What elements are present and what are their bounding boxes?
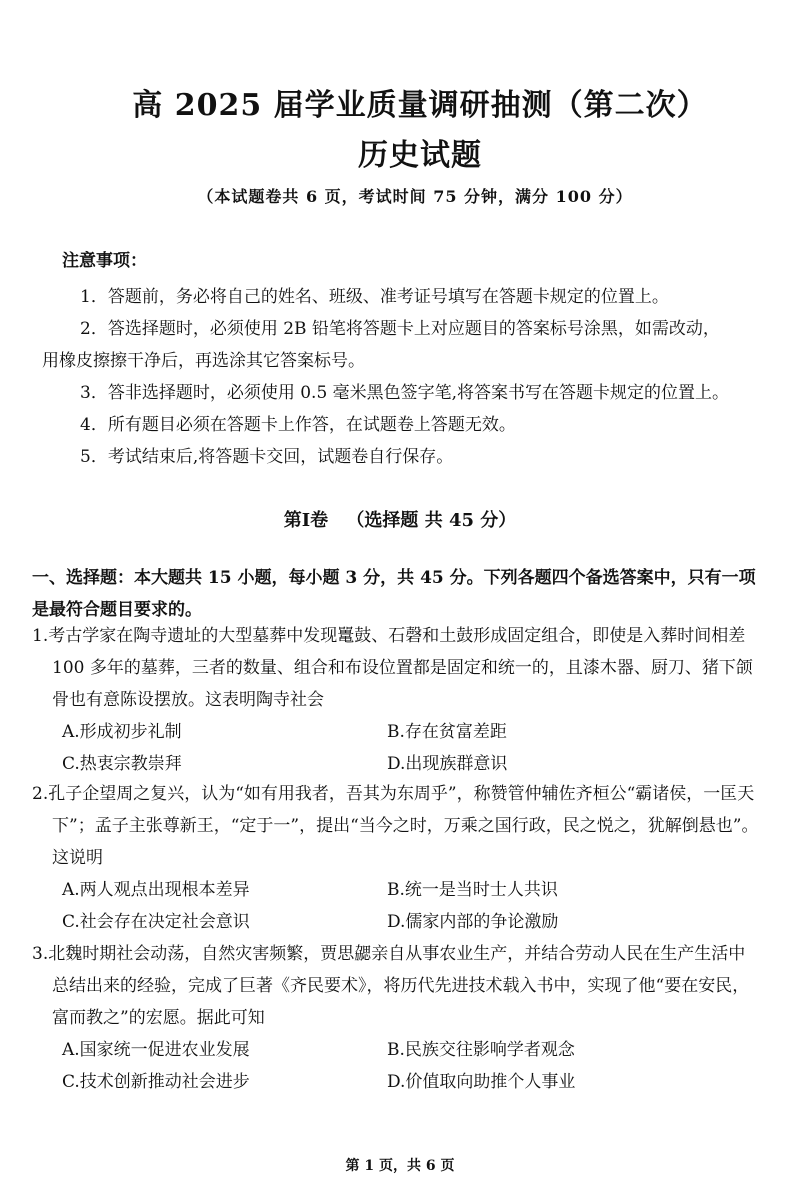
options-grid <box>32 874 762 938</box>
question-2 <box>32 778 762 938</box>
notes-title: 注意事项： <box>62 251 147 271</box>
option-a: A.两人观点出现根本差异 <box>62 880 250 900</box>
question-3 <box>32 938 762 1098</box>
note-item: 5．考试结束后,将答题卡交回，试题卷自行保存。 <box>80 447 454 467</box>
option-b: B.民族交往影响学者观念 <box>387 1040 575 1060</box>
options-grid <box>32 716 762 780</box>
page-number: 第 1 页，共 6 页 <box>345 1158 455 1174</box>
exam-title: 高 2025 届学业质量调研抽测（第二次） <box>132 88 708 123</box>
mcq-instructions: 一、选择题：本大题共 15 小题，每小题 3 分，共 45 分。下列各题四个备选答案中，只有一项是最符合题目要求的。 <box>32 568 756 620</box>
options-grid <box>32 1034 762 1098</box>
question-stem: 1.考古学家在陶寺遗址的大型墓葬中发现鼍鼓、石磬和土鼓形成固定组合，即使是入葬时间相差 100 多年的墓葬，三者的数量、组合和布设位置都是固定和统一的，且漆木器、厨刀、猪下颌骨也有意陈设摆放。这表明陶寺社会 <box>32 626 753 710</box>
section-title <box>0 506 800 532</box>
subject-title: 历史试题 <box>358 138 482 173</box>
question-stem: 3.北魏时期社会动荡，自然灾害频繁，贾思勰亲自从事农业生产，并结合劳动人民在生产生活中总结出来的经验，完成了巨著《齐民要术》，将历代先进技术载入书中，实现了他“要在安民，富而教之”的宏愿。据此可知 <box>32 944 750 1028</box>
question-1 <box>32 620 762 780</box>
option-c: C.技术创新推动社会进步 <box>62 1072 250 1092</box>
question-stem: 2.孔子企望周之复兴，认为“如有用我者，吾其为东周乎”，称赞管仲辅佐齐桓公“霸诸侯，一匡天下”；孟子主张尊新王，“定于一”，提出“当今之时，万乘之国行政，民之悦之，犹解倒悬也”。这说明 <box>32 784 759 868</box>
section-label: （选择题 共 45 分） <box>346 510 517 531</box>
option-b: B.存在贫富差距 <box>387 722 507 742</box>
exam-info: （本试题卷共 6 页，考试时间 75 分钟，满分 100 分） <box>197 187 633 206</box>
note-item: 用橡皮擦擦干净后，再选涂其它答案标号。 <box>42 351 365 371</box>
option-b: B.统一是当时士人共识 <box>387 880 558 900</box>
note-item: 3．答非选择题时，必须使用 0.5 毫米黑色签字笔,将答案书写在答题卡规定的位置上。 <box>80 383 730 403</box>
section-volume: 第Ⅰ卷 <box>283 510 329 531</box>
option-d: D.价值取向助推个人事业 <box>387 1072 576 1092</box>
option-d: D.出现族群意识 <box>387 754 508 774</box>
option-d: D.儒家内部的争论激励 <box>387 912 559 932</box>
note-item: 1．答题前，务必将自己的姓名、班级、准考证号填写在答题卡规定的位置上。 <box>80 287 669 307</box>
option-c: C.热衷宗教崇拜 <box>62 754 182 774</box>
option-c: C.社会存在决定社会意识 <box>62 912 250 932</box>
note-item: 4．所有题目必须在答题卡上作答，在试题卷上答题无效。 <box>80 415 516 435</box>
note-item: 2．答选择题时，必须使用 2B 铅笔将答题卡上对应题目的答案标号涂黑，如需改动， <box>80 319 720 339</box>
option-a: A.国家统一促进农业发展 <box>62 1040 250 1060</box>
notes-block <box>42 246 762 473</box>
option-a: A.形成初步礼制 <box>62 722 182 742</box>
